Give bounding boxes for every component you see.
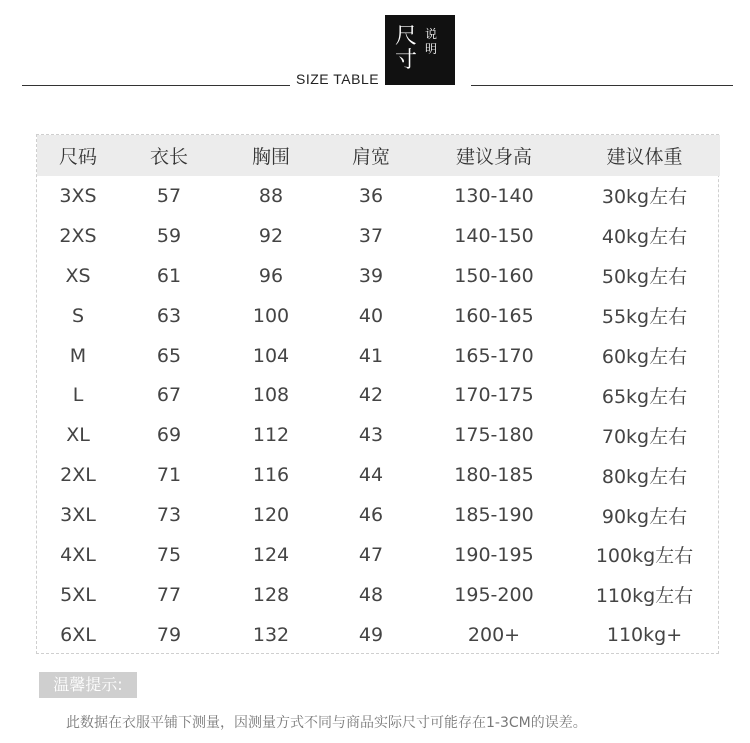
- table-cell: 92: [258, 224, 284, 247]
- table-row: [37, 296, 720, 336]
- table-cell: 104: [252, 344, 290, 367]
- table-cell: 6XL: [60, 623, 96, 646]
- table-cell: 116: [252, 464, 290, 487]
- table-cell: 79: [156, 623, 182, 646]
- table-cell: 75: [156, 543, 182, 566]
- table-cell: 36: [358, 184, 384, 207]
- column-header: 建议身高: [455, 146, 532, 168]
- table-cell: 50kg左右: [601, 266, 688, 289]
- table-cell: 63: [156, 304, 182, 327]
- table-cell: 128: [252, 583, 290, 606]
- table-row: [37, 216, 720, 256]
- table-cell: 42: [358, 384, 384, 407]
- table-cell: 73: [156, 504, 182, 527]
- title-small: 说明: [425, 27, 438, 56]
- table-cell: 43: [358, 424, 384, 447]
- table-cell: 2XL: [60, 464, 96, 487]
- table-row: [37, 495, 720, 535]
- table-row: [37, 455, 720, 495]
- table-cell: 65kg左右: [601, 385, 688, 408]
- table-cell: 132: [252, 623, 290, 646]
- tip-badge: 温馨提示:: [39, 672, 137, 698]
- table-cell: 47: [358, 543, 384, 566]
- table-cell: 165-170: [454, 344, 534, 367]
- table-cell: 124: [252, 543, 290, 566]
- table-row: [37, 256, 720, 296]
- table-cell: S: [71, 304, 85, 327]
- table-cell: 160-165: [454, 304, 534, 327]
- table-cell: 57: [156, 184, 182, 207]
- table-cell: 100kg左右: [595, 545, 694, 568]
- table-cell: 150-160: [454, 264, 534, 287]
- table-cell: 59: [156, 224, 182, 247]
- table-cell: XS: [65, 264, 91, 287]
- table-cell: 65: [156, 344, 182, 367]
- table-cell: 69: [156, 424, 182, 447]
- table-cell: 175-180: [454, 424, 534, 447]
- table-cell: 40: [358, 304, 384, 327]
- table-cell: 108: [252, 384, 290, 407]
- table-cell: M: [69, 344, 87, 367]
- column-header: 尺码: [58, 146, 97, 168]
- table-row: [37, 176, 720, 216]
- table-cell: 39: [358, 264, 384, 287]
- table-cell: 70kg左右: [601, 425, 688, 448]
- table-cell: 110kg+: [606, 623, 683, 646]
- table-cell: 190-195: [454, 543, 534, 566]
- table-cell: 77: [156, 583, 182, 606]
- table-cell: 180-185: [454, 464, 534, 487]
- size-table-label: SIZE TABLE: [296, 71, 380, 87]
- column-header: 建议体重: [606, 146, 683, 168]
- table-row: [37, 575, 720, 615]
- table-cell: 90kg左右: [601, 505, 688, 528]
- table-cell: 130-140: [454, 184, 534, 207]
- table-cell: 112: [252, 424, 290, 447]
- title-big: 尺寸: [395, 24, 418, 73]
- table-row: [37, 336, 720, 376]
- title-box: [385, 15, 455, 85]
- column-header: 衣长: [149, 146, 188, 168]
- table-cell: 100: [252, 304, 290, 327]
- table-cell: 60kg左右: [601, 346, 688, 368]
- table-cell: 185-190: [454, 504, 534, 527]
- table-cell: 41: [358, 344, 384, 367]
- table-cell: 195-200: [454, 583, 534, 606]
- table-cell: 170-175: [454, 384, 534, 407]
- table-cell: 3XS: [59, 184, 97, 207]
- table-row: [37, 535, 720, 575]
- header-rule-left: [22, 85, 290, 86]
- table-cell: 140-150: [454, 224, 534, 247]
- table-cell: 200+: [467, 623, 521, 646]
- table-cell: L: [72, 384, 84, 407]
- table-cell: XL: [66, 424, 90, 447]
- table-cell: 120: [252, 504, 290, 527]
- column-header: 胸围: [251, 146, 290, 168]
- table-cell: 5XL: [60, 583, 96, 606]
- table-cell: 40kg左右: [601, 226, 688, 249]
- table-cell: 88: [258, 184, 284, 207]
- column-header: 肩宽: [351, 146, 390, 168]
- table-cell: 71: [156, 464, 182, 487]
- table-cell: 44: [358, 464, 384, 487]
- size-table: [36, 134, 719, 654]
- table-cell: 2XS: [59, 224, 97, 247]
- table-cell: 61: [156, 264, 182, 287]
- table-cell: 110kg左右: [595, 585, 694, 608]
- table-cell: 46: [358, 504, 384, 527]
- header-rule-right: [471, 85, 733, 86]
- table-cell: 3XL: [60, 504, 96, 527]
- table-cell: 48: [358, 583, 384, 606]
- table-header-row: [37, 135, 720, 176]
- table-cell: 37: [358, 224, 384, 247]
- table-cell: 96: [258, 264, 284, 287]
- table-body: [37, 176, 720, 655]
- table-cell: 55kg左右: [601, 306, 688, 329]
- table-row: [37, 615, 720, 655]
- table-row: [37, 375, 720, 415]
- table-cell: 80kg左右: [601, 465, 688, 488]
- table-cell: 4XL: [60, 543, 96, 566]
- table-cell: 30kg左右: [601, 186, 688, 209]
- measurement-note: 此数据在衣服平铺下测量，因测量方式不同与商品实际尺寸可能存在1-3CM的误差。: [66, 715, 587, 731]
- table-cell: 49: [358, 623, 384, 646]
- table-cell: 67: [156, 384, 182, 407]
- table-row: [37, 415, 720, 455]
